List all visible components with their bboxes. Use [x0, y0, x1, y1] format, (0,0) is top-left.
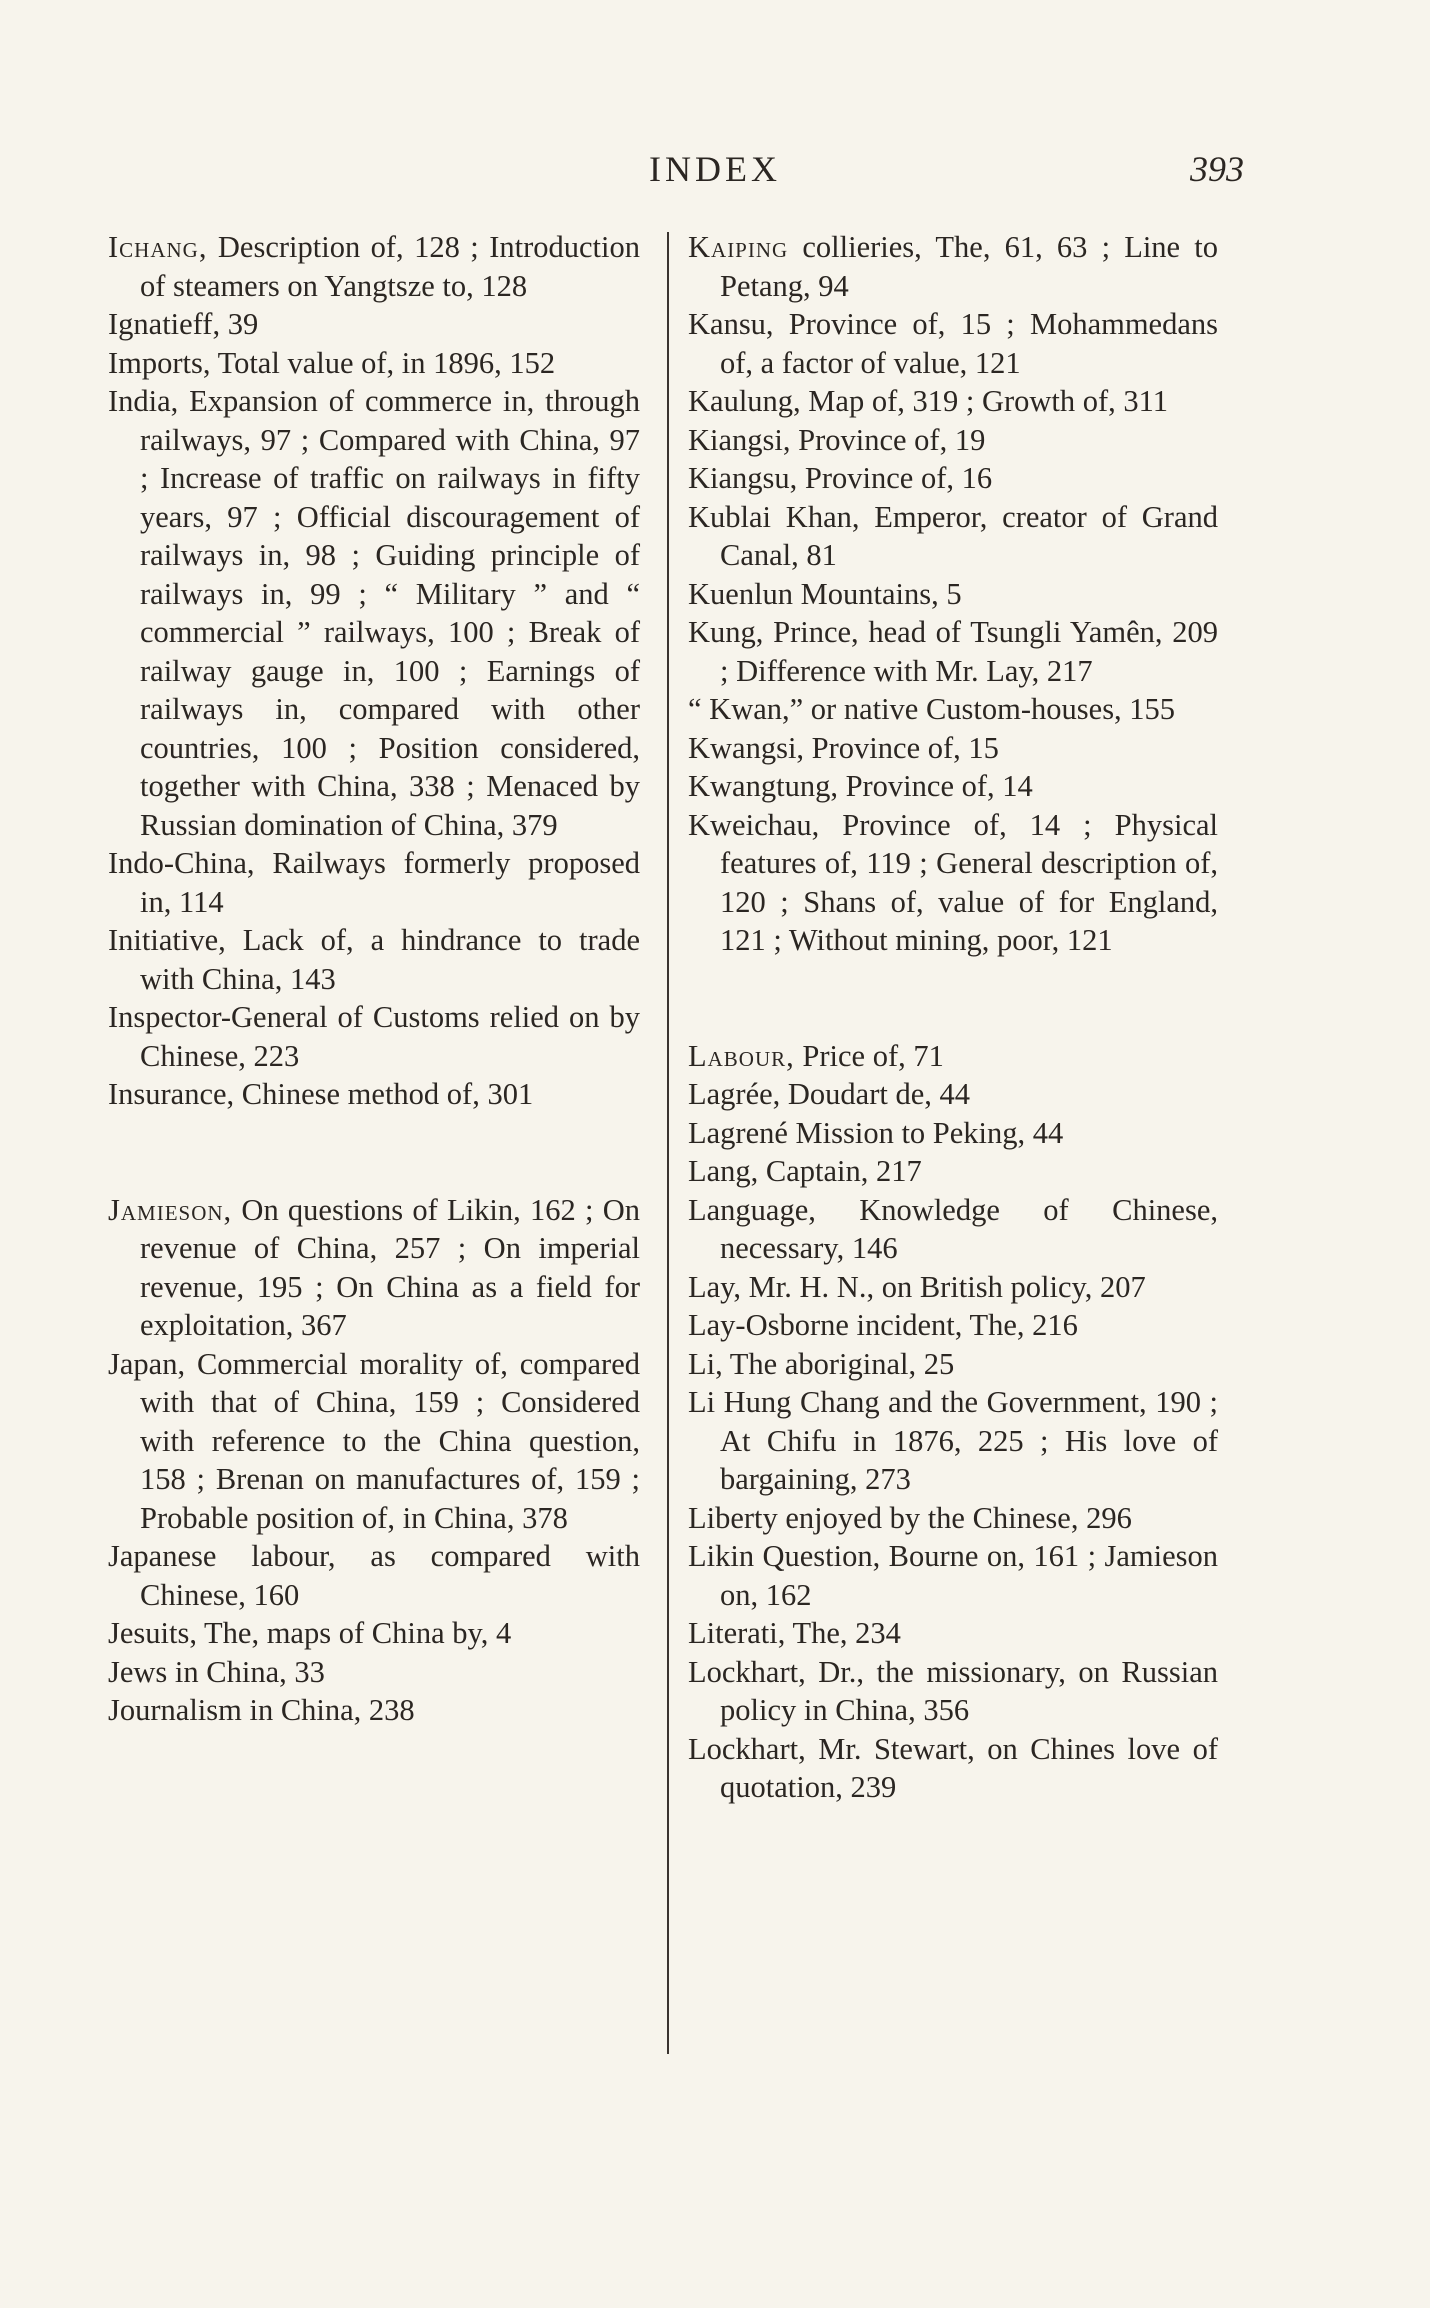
index-entry: [108, 1075, 640, 1114]
entry-text: Price of, 71: [794, 1038, 944, 1073]
index-entry: [688, 421, 1218, 460]
index-entry: [688, 1075, 1218, 1114]
index-entry: [688, 1537, 1218, 1614]
index-entry: [688, 228, 1218, 305]
index-entry: [108, 1345, 640, 1538]
index-entry: [688, 459, 1218, 498]
entry-text: Language, Knowledge of Chinese, necessary, 146: [688, 1192, 1218, 1265]
entry-text: Lay-Osborne incident, The, 216: [688, 1308, 1078, 1342]
index-entry: [688, 575, 1218, 614]
index-entry: [688, 382, 1218, 421]
entry-text: Indo-China, Railways formerly proposed in, 114: [108, 846, 640, 919]
index-entry: [688, 1037, 1218, 1076]
entry-text: Kublai Khan, Emperor, creator of Grand Canal, 81: [688, 499, 1218, 572]
entry-lead-word: Ichang,: [108, 230, 208, 264]
entry-text: Insurance, Chinese method of, 301: [108, 1077, 534, 1111]
entry-text: Japan, Commercial morality of, compared with that of China, 159 ; Considered with reference to the China question, 158 ; Brenan on manufactures of, 159 ; Probable position of, in China, 378: [108, 1346, 640, 1535]
index-entry: [688, 1499, 1218, 1538]
index-entry: [108, 1653, 640, 1692]
index-entry: [688, 1383, 1218, 1499]
entry-text: Kwangsi, Province of, 15: [688, 730, 999, 765]
entry-text: Lay, Mr. H. N., on British policy, 207: [688, 1269, 1146, 1304]
entry-text: Li, The aboriginal, 25: [688, 1346, 955, 1381]
index-entry: [688, 767, 1218, 806]
index-entry: [688, 1730, 1218, 1807]
entry-text: Japanese labour, as compared with Chinese, 160: [108, 1539, 640, 1612]
index-entry: [108, 228, 640, 305]
entry-text: Kiangsu, Province of, 16: [688, 461, 993, 495]
entry-lead-word: Jamieson,: [108, 1192, 233, 1227]
index-entry: [688, 1345, 1218, 1384]
index-entry: [108, 998, 640, 1075]
entry-text: Literati, The, 234: [688, 1616, 901, 1650]
entry-text: Liberty enjoyed by the Chinese, 296: [688, 1500, 1132, 1535]
entry-text: Kwangtung, Province of, 14: [688, 769, 1033, 803]
running-header: [0, 148, 1430, 198]
index-entry: [688, 1306, 1218, 1345]
entry-text: Jesuits, The, maps of China by, 4: [108, 1616, 512, 1650]
index-entry: [688, 1114, 1218, 1153]
entry-text: collieries, The, 61, 63 ; Line to Petang, 94: [720, 230, 1218, 303]
entry-text: Lagrené Mission to Peking, 44: [688, 1115, 1064, 1150]
entry-text: Description of, 128 ; Introduction of steamers on Yangtsze to, 128: [140, 230, 640, 303]
entry-text: Journalism in China, 238: [108, 1693, 415, 1727]
index-entry: [688, 1614, 1218, 1653]
index-entry: [108, 344, 640, 383]
index-entry: [688, 1268, 1218, 1307]
entry-text: Kansu, Province of, 15 ; Mohammedans of, a factor of value, 121: [688, 307, 1218, 380]
entry-text: Kaulung, Map of, 319 ; Growth of, 311: [688, 384, 1169, 418]
entry-text: Lockhart, Dr., the missionary, on Russian policy in China, 356: [688, 1654, 1218, 1727]
page-number: 393: [1190, 149, 1244, 189]
index-entry: [688, 1191, 1218, 1268]
entry-text: Kung, Prince, head of Tsungli Yamên, 209 ; Difference with Mr. Lay, 217: [688, 615, 1218, 688]
index-column-left: [108, 228, 640, 1730]
entry-text: Jews in China, 33: [108, 1654, 325, 1689]
index-entry: [108, 1614, 640, 1653]
index-entry: [688, 498, 1218, 575]
index-entry: [688, 690, 1218, 729]
entry-text: Li Hung Chang and the Government, 190 ; At Chifu in 1876, 225 ; His love of bargaining, 273: [688, 1385, 1218, 1496]
entry-text: Lang, Captain, 217: [688, 1154, 922, 1188]
index-entry: [108, 1537, 640, 1614]
entry-text: Lockhart, Mr. Stewart, on Chines love of quotation, 239: [688, 1731, 1218, 1804]
entry-text: On questions of Likin, 162 ; On revenue of China, 257 ; On imperial revenue, 195 ; On China as a field for exploitation, 367: [140, 1192, 640, 1342]
index-entry: [108, 921, 640, 998]
index-entry: [688, 729, 1218, 768]
index-entry: [108, 305, 640, 344]
entry-text: Kiangsi, Province of, 19: [688, 422, 986, 457]
letter-section-gap: [108, 1114, 640, 1191]
column-divider: [667, 232, 669, 2054]
index-column-right: [688, 228, 1218, 1807]
entry-text: India, Expansion of commerce in, through railways, 97 ; Compared with China, 97 ; Increase of traffic on railways in fifty years, 97 ; Official discouragement of railways in, 98 ; Guiding principle of railways in, 99 ; “ Military ” and “ commercial ” railways, 100 ; Break of railway gauge in, 100 ; Earnings of railways in, compared with other countries, 100 ; Position considered, together with China, 338 ; Menaced by Russian domination of China, 379: [108, 384, 640, 842]
entry-text: Lagrée, Doudart de, 44: [688, 1077, 971, 1111]
index-entry: [688, 1152, 1218, 1191]
index-entry: [108, 1191, 640, 1345]
entry-text: “ Kwan,” or native Custom-houses, 155: [688, 692, 1176, 726]
index-entry: [688, 305, 1218, 382]
index-entry: [688, 806, 1218, 960]
entry-text: Imports, Total value of, in 1896, 152: [108, 345, 556, 380]
page-title: INDEX: [649, 149, 781, 189]
index-entry: [108, 844, 640, 921]
index-entry: [688, 1653, 1218, 1730]
entry-lead-word: Labour,: [688, 1038, 795, 1073]
letter-section-gap: [688, 960, 1218, 1037]
index-entry: [688, 613, 1218, 690]
entry-lead-word: Kaiping: [688, 230, 789, 264]
entry-text: Likin Question, Bourne on, 161 ; Jamieson on, 162: [688, 1539, 1218, 1612]
index-entry: [108, 382, 640, 844]
index-entry: [108, 1691, 640, 1730]
entry-text: Inspector-General of Customs relied on by Chinese, 223: [108, 1000, 640, 1073]
entry-text: Kweichau, Province of, 14 ; Physical features of, 119 ; General description of, 120 ; Shans of, value of for England, 121 ; Without mining, poor, 121: [688, 807, 1218, 957]
entry-text: Kuenlun Mountains, 5: [688, 576, 962, 611]
entry-text: Initiative, Lack of, a hindrance to trade with China, 143: [108, 923, 640, 996]
entry-text: Ignatieff, 39: [108, 307, 259, 341]
